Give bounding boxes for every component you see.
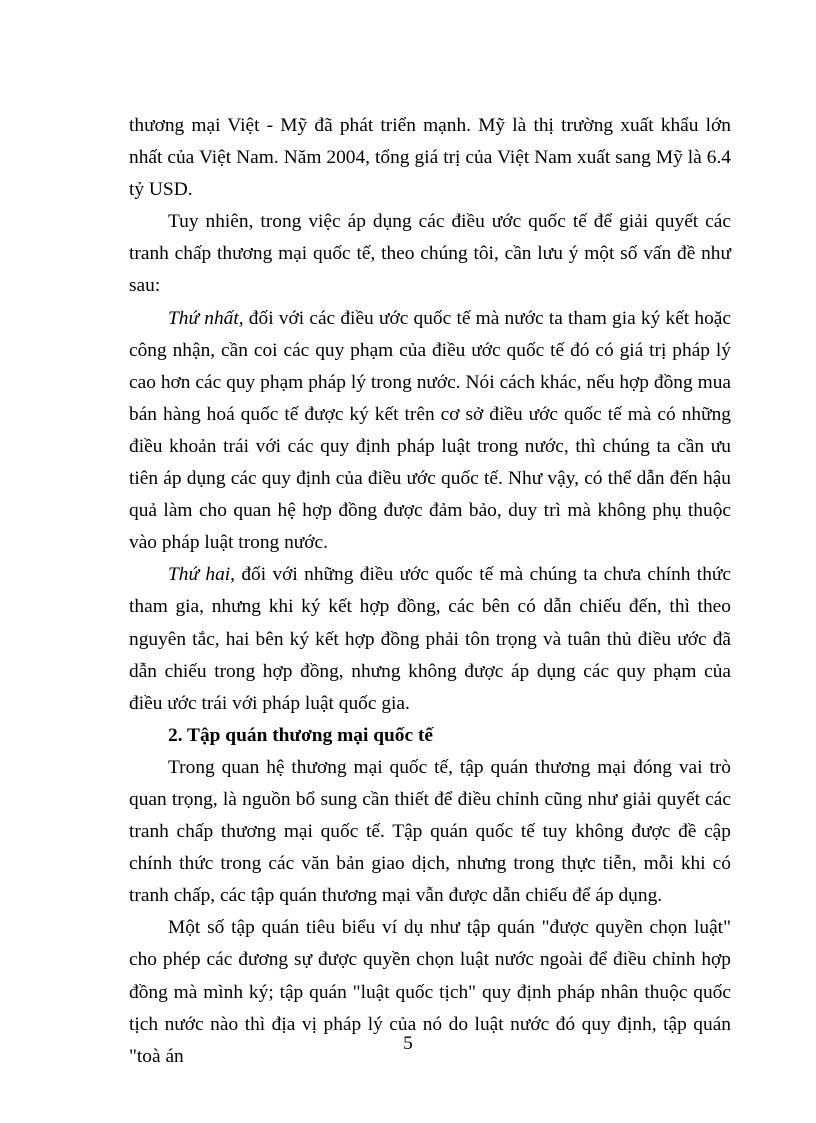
- paragraph-text: Một số tập quán tiêu biểu ví dụ như tập quán "được quyền chọn luật" cho phép các đương sự được quyền chọn luật nước ngoài để điều chỉnh hợp đồng mà mình ký; tập quán "luật quốc tịch" quy định pháp nhân thuộc quốc tịch nước nào thì địa vị pháp lý của nó do luật nước đó quy định, tập quán "toà án: [129, 917, 731, 1067]
- paragraph-continuation: [129, 110, 731, 206]
- section-heading: 2. Tập quán thương mại quốc tế: [168, 724, 434, 746]
- paragraph-text: thương mại Việt - Mỹ đã phát triển mạnh. Mỹ là thị trường xuất khẩu lớn nhất của Việt Nam. Năm 2004, tổng giá trị của Việt Nam xuất sang Mỹ là 6.4 tỷ USD.: [129, 115, 731, 201]
- paragraph-lead-italic: Thứ nhất,: [168, 307, 244, 329]
- paragraph: [129, 752, 731, 912]
- paragraph-text: Tuy nhiên, trong việc áp dụng các điều ước quốc tế để giải quyết các tranh chấp thương mại quốc tế, theo chúng tôi, cần lưu ý một số vấn đề như sau:: [129, 211, 731, 297]
- paragraph: [129, 559, 731, 719]
- paragraph-lead-italic: Thứ hai,: [168, 564, 236, 586]
- paragraph-text: đối với các điều ước quốc tế mà nước ta tham gia ký kết hoặc công nhận, cần coi các quy phạm của điều ước quốc tế đó có giá trị pháp lý cao hơn các quy phạm pháp lý trong nước. Nói cách khác, nếu hợp đồng mua bán hàng hoá quốc tế được ký kết trên cơ sở điều ước quốc tế mà có những điều khoản trái với các quy định pháp luật trong nước, thì chúng ta cần ưu tiên áp dụng các quy định của điều ước quốc tế. Như vậy, có thể dẫn đến hậu quả làm cho quan hệ hợp đồng được đảm bảo, duy trì mà không phụ thuộc vào pháp luật trong nước.: [129, 307, 731, 554]
- body-text: [129, 110, 731, 1073]
- paragraph-text: đối với những điều ước quốc tế mà chúng ta chưa chính thức tham gia, nhưng khi ký kết hợp đồng, các bên có dẫn chiếu đến, thì theo nguyên tắc, hai bên ký kết hợp đồng phải tôn trọng và tuân thủ điều ước đã dẫn chiếu trong hợp đồng, nhưng không được áp dụng các quy phạm của điều ước trái với pháp luật quốc gia.: [129, 564, 732, 714]
- paragraph: [129, 206, 731, 302]
- page-number: 5: [403, 1033, 413, 1054]
- paragraph: [129, 303, 731, 560]
- paragraph-text: Trong quan hệ thương mại quốc tế, tập quán thương mại đóng vai trò quan trọng, là nguồn bổ sung cần thiết để điều chỉnh cũng như giải quyết các tranh chấp thương mại quốc tế. Tập quán quốc tế tuy không được đề cập chính thức trong các văn bản giao dịch, nhưng trong thực tiễn, mỗi khi có tranh chấp, các tập quán thương mại vẫn được dẫn chiếu để áp dụng.: [129, 756, 731, 907]
